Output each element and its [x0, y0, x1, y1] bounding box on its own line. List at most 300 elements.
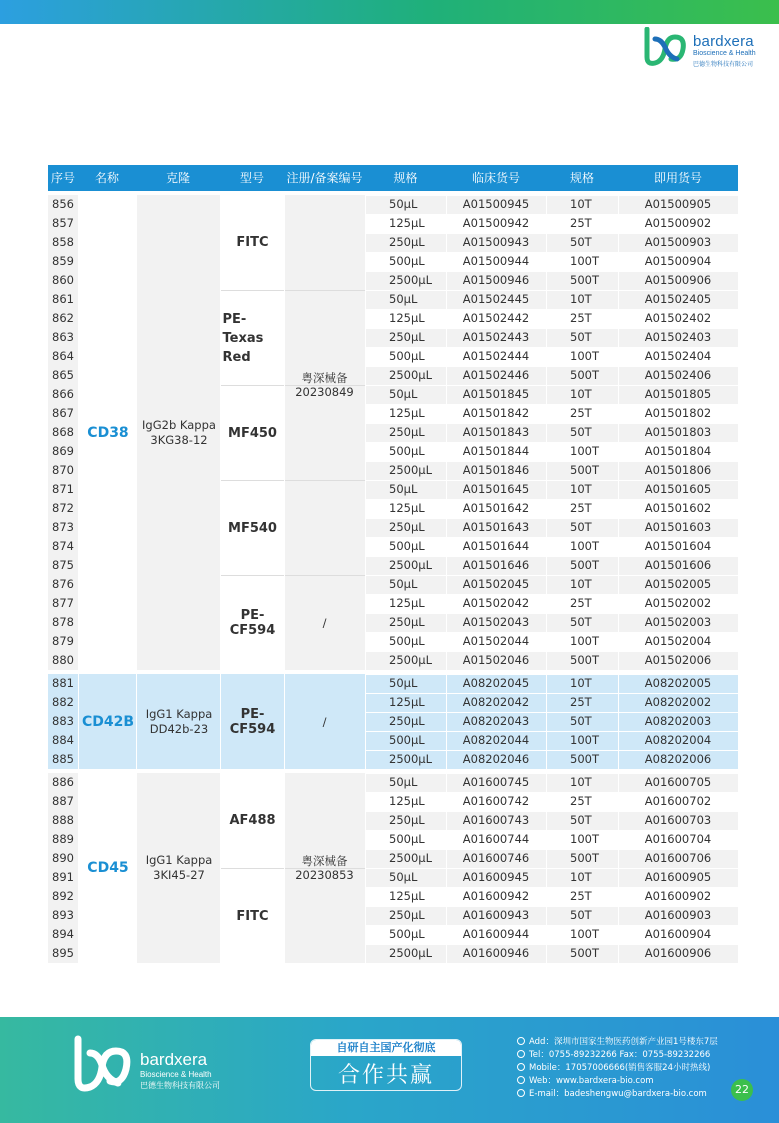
- model-cell: [220, 674, 284, 769]
- row-ready-code: A01600904: [644, 927, 712, 941]
- row-seq: 885: [52, 752, 74, 766]
- clone-text: IgG1 Kappa: [145, 853, 213, 867]
- row-ready-code: A01600704: [644, 832, 712, 846]
- row-spec: 250μL: [389, 908, 425, 922]
- model-cell: [220, 480, 284, 575]
- row-clinical-code: A01502443: [462, 330, 530, 344]
- row-spec2: 50T: [570, 615, 592, 629]
- row-seq: 859: [52, 254, 74, 268]
- row-seq: 884: [52, 733, 74, 747]
- row-clinical-code: A01600744: [462, 832, 530, 846]
- web-text[interactable]: Web：www.bardxera-bio.com: [529, 1076, 654, 1086]
- row-spec2: 100T: [570, 254, 599, 268]
- row-clinical-code: A01502042: [462, 596, 530, 610]
- row-clinical-code: A01600743: [462, 813, 530, 827]
- row-ready-code: A01502006: [644, 653, 712, 667]
- row-spec2: 100T: [570, 444, 599, 458]
- row-clinical-code: A01500945: [462, 197, 530, 211]
- row-spec2: 10T: [570, 387, 592, 401]
- row-clinical-code: A01501646: [462, 558, 530, 572]
- row-spec2: 25T: [570, 596, 592, 610]
- model-text: MF540: [228, 520, 277, 536]
- registration-cell: [284, 195, 365, 575]
- row-seq: 879: [52, 634, 74, 648]
- row-ready-code: A01600905: [644, 870, 712, 884]
- row-ready-code: A01600906: [644, 946, 712, 960]
- row-clinical-code: A01501844: [462, 444, 530, 458]
- row-ready-code: A01501805: [644, 387, 712, 401]
- row-ready-code: A01600705: [644, 775, 712, 789]
- row-seq: 895: [52, 946, 74, 960]
- row-ready-code: A01500902: [644, 216, 712, 230]
- clone-cell: [136, 195, 221, 670]
- brand-company-cn: 巴德生物科技有限公司: [693, 62, 754, 68]
- column-divider: [284, 195, 285, 670]
- row-clinical-code: A01600946: [462, 946, 530, 960]
- contact-email: [517, 1087, 707, 1099]
- row-spec2: 10T: [570, 775, 592, 789]
- product-table: [48, 165, 738, 991]
- registration-text: 粤深械备: [301, 371, 348, 385]
- slogan-main: 合作共赢: [337, 1063, 434, 1088]
- column-divider: [136, 674, 137, 769]
- row-spec2: 25T: [570, 501, 592, 515]
- row-seq: 890: [52, 851, 74, 865]
- row-clinical-code: A01600742: [462, 794, 530, 808]
- row-seq: 870: [52, 463, 74, 477]
- row-seq: 875: [52, 558, 74, 572]
- row-spec2: 25T: [570, 794, 592, 808]
- row-seq: 861: [52, 292, 74, 306]
- row-spec2: 50T: [570, 425, 592, 439]
- model-text: PE-Texas Red: [222, 311, 264, 365]
- row-ready-code: A01502002: [644, 596, 712, 610]
- bardxera-logo-icon: [641, 27, 689, 67]
- row-clinical-code: A01600746: [462, 851, 530, 865]
- row-spec: 125μL: [389, 501, 425, 515]
- row-clinical-code: A01502044: [462, 634, 530, 648]
- row-ready-code: A01502003: [644, 615, 712, 629]
- row-clinical-code: A01502046: [462, 653, 530, 667]
- row-seq: 857: [52, 216, 74, 230]
- row-seq: 874: [52, 539, 74, 553]
- row-ready-code: A01600703: [644, 813, 712, 827]
- row-ready-code: A08202004: [644, 733, 712, 747]
- brand-name: bardxera: [693, 33, 754, 50]
- row-seq: 889: [52, 832, 74, 846]
- model-cell: [220, 868, 284, 963]
- row-ready-code: A01502005: [644, 577, 712, 591]
- header-col-spec2: 规格: [569, 171, 594, 185]
- model-text: FITC: [236, 908, 269, 924]
- row-ready-code: A01501806: [644, 463, 712, 477]
- location-icon: [517, 1037, 525, 1045]
- row-ready-code: A01600702: [644, 794, 712, 808]
- row-spec2: 100T: [570, 832, 599, 846]
- row-ready-code: A01501602: [644, 501, 712, 515]
- row-spec2: 50T: [570, 908, 592, 922]
- page-number: 22: [731, 1079, 753, 1101]
- row-spec2: 25T: [570, 216, 592, 230]
- row-clinical-code: A08202046: [462, 752, 530, 766]
- registration-slash: /: [322, 714, 327, 729]
- slogan-top: 自研自主国产化彻底: [311, 1040, 461, 1056]
- row-spec: 125μL: [389, 889, 425, 903]
- column-divider: [136, 773, 137, 963]
- row-clinical-code: A01501843: [462, 425, 530, 439]
- row-seq: 894: [52, 927, 74, 941]
- row-spec: 500μL: [389, 254, 425, 268]
- row-ready-code: A01502405: [644, 292, 712, 306]
- row-seq: 888: [52, 813, 74, 827]
- row-ready-code: A01502402: [644, 311, 712, 325]
- row-seq: 868: [52, 425, 74, 439]
- row-clinical-code: A01600745: [462, 775, 530, 789]
- row-seq: 881: [52, 676, 74, 690]
- clone-text: IgG2b Kappa: [142, 417, 216, 432]
- row-clinical-code: A01600945: [462, 870, 530, 884]
- header-col-clinical-code: 临床货号: [471, 171, 520, 185]
- brand-tagline: Bioscience & Health: [693, 50, 756, 57]
- row-clinical-code: A08202045: [462, 676, 530, 690]
- row-spec: 500μL: [389, 832, 425, 846]
- row-spec: 50μL: [389, 676, 418, 690]
- column-divider: [284, 674, 285, 769]
- globe-icon: [517, 1076, 525, 1084]
- row-seq: 867: [52, 406, 74, 420]
- row-spec: 50μL: [389, 387, 418, 401]
- row-ready-code: A01500903: [644, 235, 712, 249]
- row-spec: 50μL: [389, 197, 418, 211]
- row-clinical-code: A01501644: [462, 539, 530, 553]
- row-spec: 2500μL: [389, 752, 432, 766]
- model-cell: [220, 773, 284, 868]
- row-clinical-code: A01500946: [462, 273, 530, 287]
- row-seq: 883: [52, 714, 74, 728]
- row-spec: 50μL: [389, 870, 418, 884]
- row-seq: 860: [52, 273, 74, 287]
- clone-cell: [136, 773, 221, 963]
- top-gradient-bar: [0, 0, 779, 24]
- column-divider: [78, 195, 79, 670]
- product-name: [78, 195, 137, 670]
- column-divider: [618, 674, 619, 769]
- row-clinical-code: A01501645: [462, 482, 530, 496]
- row-seq: 886: [52, 775, 74, 789]
- clone-cell: [136, 674, 221, 769]
- row-spec2: 10T: [570, 482, 592, 496]
- row-clinical-code: A01501642: [462, 501, 530, 515]
- row-spec: 2500μL: [389, 368, 432, 382]
- row-spec2: 50T: [570, 813, 592, 827]
- column-divider: [136, 195, 137, 670]
- row-seq: 871: [52, 482, 74, 496]
- row-spec: 250μL: [389, 813, 425, 827]
- clone-text: 3KI45-27: [153, 868, 205, 882]
- row-spec2: 100T: [570, 634, 599, 648]
- row-ready-code: A01501605: [644, 482, 712, 496]
- column-divider: [78, 773, 79, 963]
- table-header: [48, 165, 738, 191]
- header-col-model: 型号: [239, 171, 264, 185]
- row-clinical-code: A08202042: [462, 695, 530, 709]
- footer-brand-name: bardxera: [140, 1050, 208, 1069]
- column-divider: [618, 195, 619, 670]
- row-ready-code: A01500906: [644, 273, 712, 287]
- row-spec2: 500T: [570, 368, 599, 382]
- column-divider: [365, 773, 366, 963]
- row-seq: 863: [52, 330, 74, 344]
- row-ready-code: A01502403: [644, 330, 712, 344]
- row-spec2: 100T: [570, 539, 599, 553]
- column-divider: [284, 773, 285, 963]
- row-spec2: 10T: [570, 292, 592, 306]
- row-spec2: 500T: [570, 752, 599, 766]
- model-text: PE-CF594: [229, 608, 276, 638]
- row-spec: 2500μL: [389, 558, 432, 572]
- bardxera-logo-icon: [70, 1035, 134, 1097]
- row-spec: 125μL: [389, 695, 425, 709]
- row-spec: 2500μL: [389, 463, 432, 477]
- row-seq: 880: [52, 653, 74, 667]
- row-spec: 2500μL: [389, 653, 432, 667]
- row-spec: 250μL: [389, 425, 425, 439]
- row-spec: 125μL: [389, 311, 425, 325]
- row-seq: 864: [52, 349, 74, 363]
- row-seq: 892: [52, 889, 74, 903]
- contact-mobile: [517, 1061, 710, 1073]
- contact-web: [517, 1074, 654, 1086]
- row-ready-code: A01501803: [644, 425, 712, 439]
- mobile-text: Mobile：17057006666(销售客服24小时热线): [529, 1063, 711, 1073]
- model-cell: [220, 385, 284, 480]
- header-col-ready-code: 即用货号: [653, 171, 702, 185]
- tel-text: Tel：0755-89232266 Fax：0755-89232266: [529, 1050, 711, 1060]
- column-divider: [220, 195, 221, 670]
- column-divider: [618, 773, 619, 963]
- row-clinical-code: A01501643: [462, 520, 530, 534]
- row-clinical-code: A01600944: [462, 927, 530, 941]
- row-spec2: 500T: [570, 851, 599, 865]
- row-seq: 856: [52, 197, 74, 211]
- row-spec2: 10T: [570, 676, 592, 690]
- row-spec: 2500μL: [389, 273, 432, 287]
- row-spec: 125μL: [389, 596, 425, 610]
- row-spec2: 25T: [570, 889, 592, 903]
- row-ready-code: A01500905: [644, 197, 712, 211]
- product-name-text: CD45: [87, 860, 129, 876]
- mobile-icon: [517, 1063, 525, 1071]
- model-cell: [220, 195, 284, 290]
- row-spec2: 50T: [570, 235, 592, 249]
- column-divider: [546, 773, 547, 963]
- row-spec: 50μL: [389, 482, 418, 496]
- model-text: PE-CF594: [229, 706, 276, 737]
- row-seq: 865: [52, 368, 74, 382]
- row-spec: 250μL: [389, 235, 425, 249]
- row-seq: 866: [52, 387, 74, 401]
- mail-icon: [517, 1089, 525, 1097]
- row-spec2: 500T: [570, 273, 599, 287]
- column-divider: [220, 773, 221, 963]
- row-ready-code: A01600706: [644, 851, 712, 865]
- row-spec: 500μL: [389, 733, 425, 747]
- row-seq: 878: [52, 615, 74, 629]
- row-ready-code: A01502406: [644, 368, 712, 382]
- row-clinical-code: A01502043: [462, 615, 530, 629]
- row-spec2: 500T: [570, 463, 599, 477]
- row-spec: 50μL: [389, 292, 418, 306]
- row-spec: 250μL: [389, 330, 425, 344]
- row-spec2: 50T: [570, 714, 592, 728]
- column-divider: [78, 674, 79, 769]
- row-ready-code: A01600902: [644, 889, 712, 903]
- row-spec2: 25T: [570, 311, 592, 325]
- row-ready-code: A01502004: [644, 634, 712, 648]
- row-seq: 887: [52, 794, 74, 808]
- email-text[interactable]: E-mail：badeshengwu@bardxera-bio.com: [529, 1089, 707, 1099]
- row-spec2: 10T: [570, 870, 592, 884]
- row-ready-code: A01501606: [644, 558, 712, 572]
- row-seq: 893: [52, 908, 74, 922]
- row-clinical-code: A01502444: [462, 349, 530, 363]
- row-spec: 50μL: [389, 775, 418, 789]
- clone-text: DD42b-23: [149, 721, 209, 736]
- row-spec2: 10T: [570, 577, 592, 591]
- row-ready-code: A08202002: [644, 695, 712, 709]
- column-divider: [446, 674, 447, 769]
- row-seq: 862: [52, 311, 74, 325]
- row-spec2: 500T: [570, 653, 599, 667]
- row-ready-code: A08202003: [644, 714, 712, 728]
- header-col-clone: 克隆: [165, 171, 190, 185]
- row-spec2: 500T: [570, 946, 599, 960]
- row-ready-code: A01501603: [644, 520, 712, 534]
- model-cell: [220, 290, 284, 385]
- row-clinical-code: A01502442: [462, 311, 530, 325]
- row-spec: 250μL: [389, 615, 425, 629]
- contact-tel: [517, 1048, 710, 1060]
- contact-address: [517, 1035, 718, 1047]
- row-clinical-code: A01501842: [462, 406, 530, 420]
- phone-icon: [517, 1050, 525, 1058]
- row-spec2: 100T: [570, 349, 599, 363]
- table-body: [48, 191, 738, 991]
- row-spec: 500μL: [389, 444, 425, 458]
- row-seq: 869: [52, 444, 74, 458]
- column-divider: [446, 773, 447, 963]
- footer: [0, 1017, 779, 1123]
- column-divider: [365, 674, 366, 769]
- product-name: [78, 773, 137, 963]
- row-spec: 50μL: [389, 577, 418, 591]
- row-clinical-code: A01502045: [462, 577, 530, 591]
- row-spec: 125μL: [389, 406, 425, 420]
- row-clinical-code: A01501845: [462, 387, 530, 401]
- row-clinical-code: A08202043: [462, 714, 530, 728]
- row-ready-code: A01500904: [644, 254, 712, 268]
- brand-logo: [641, 27, 761, 71]
- row-ready-code: A01502404: [644, 349, 712, 363]
- column-divider: [365, 195, 366, 670]
- model-cell: [220, 575, 284, 670]
- row-spec: 250μL: [389, 714, 425, 728]
- registration-cell: [284, 773, 365, 963]
- row-seq: 858: [52, 235, 74, 249]
- row-ready-code: A08202005: [644, 676, 712, 690]
- row-spec: 250μL: [389, 520, 425, 534]
- row-spec2: 10T: [570, 197, 592, 211]
- row-spec2: 50T: [570, 330, 592, 344]
- footer-brand-tagline: Bioscience & Health: [140, 1070, 212, 1079]
- row-ready-code: A01501804: [644, 444, 712, 458]
- product-name-text: CD38: [87, 424, 129, 441]
- clone-text: IgG1 Kappa: [145, 706, 213, 721]
- row-spec2: 25T: [570, 406, 592, 420]
- registration-text: 粤深械备: [301, 854, 348, 868]
- row-spec: 2500μL: [389, 851, 432, 865]
- row-seq: 891: [52, 870, 74, 884]
- address-text: Add：深圳市国家生物医药创新产业园1号楼东7层: [529, 1037, 718, 1047]
- row-clinical-code: A01600943: [462, 908, 530, 922]
- registration-slash: /: [322, 615, 327, 630]
- row-spec: 125μL: [389, 794, 425, 808]
- model-text: AF488: [229, 813, 276, 828]
- model-text: FITC: [236, 235, 269, 250]
- row-seq: 876: [52, 577, 74, 591]
- row-spec2: 100T: [570, 927, 599, 941]
- column-divider: [546, 674, 547, 769]
- row-clinical-code: A01502445: [462, 292, 530, 306]
- row-clinical-code: A01500944: [462, 254, 530, 268]
- row-spec: 500μL: [389, 634, 425, 648]
- header-col-reg: 注册/备案编号: [286, 171, 363, 185]
- row-spec2: 25T: [570, 695, 592, 709]
- row-spec: 500μL: [389, 349, 425, 363]
- product-name: [78, 674, 137, 769]
- row-spec2: 50T: [570, 520, 592, 534]
- row-clinical-code: A01600942: [462, 889, 530, 903]
- row-spec2: 500T: [570, 558, 599, 572]
- registration-text: 20230849: [295, 385, 354, 399]
- row-seq: 882: [52, 695, 74, 709]
- row-clinical-code: A01501846: [462, 463, 530, 477]
- column-divider: [220, 674, 221, 769]
- slogan-box: [310, 1039, 462, 1091]
- row-seq: 872: [52, 501, 74, 515]
- row-clinical-code: A01500942: [462, 216, 530, 230]
- footer-company-cn: 巴德生物科技有限公司: [140, 1081, 220, 1090]
- row-spec: 500μL: [389, 539, 425, 553]
- header-col-spec: 规格: [393, 171, 418, 185]
- model-text: MF450: [228, 425, 277, 441]
- row-ready-code: A01600903: [644, 908, 712, 922]
- row-seq: 873: [52, 520, 74, 534]
- row-spec2: 100T: [570, 733, 599, 747]
- row-ready-code: A01501802: [644, 406, 712, 420]
- column-divider: [446, 195, 447, 670]
- clone-text: 3KG38-12: [150, 432, 208, 447]
- row-clinical-code: A08202044: [462, 733, 530, 747]
- row-spec: 125μL: [389, 216, 425, 230]
- header-col-seq: 序号: [50, 171, 75, 185]
- row-clinical-code: A01502446: [462, 368, 530, 382]
- row-ready-code: A01501604: [644, 539, 712, 553]
- row-spec: 500μL: [389, 927, 425, 941]
- row-spec: 2500μL: [389, 946, 432, 960]
- row-ready-code: A08202006: [644, 752, 712, 766]
- column-divider: [546, 195, 547, 670]
